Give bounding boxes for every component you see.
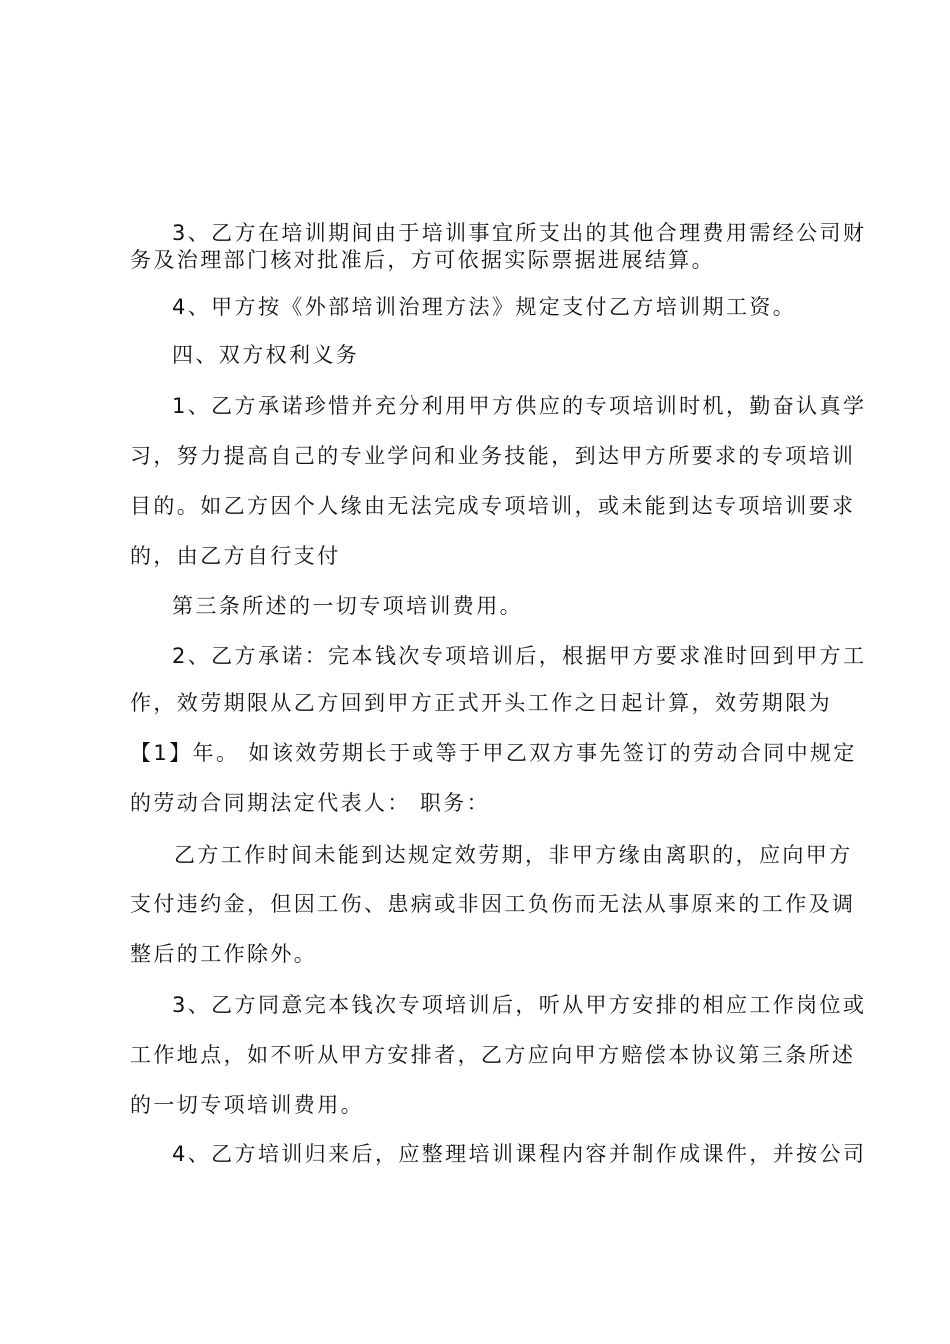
- text-line: 1、乙方承诺珍惜并充分利用甲方供应的专项培训时机，勤奋认真学: [172, 394, 867, 418]
- text-line: 2、乙方承诺：完本钱次专项培训后，根据甲方要求准时回到甲方工: [172, 644, 867, 668]
- text-line: 3、乙方在培训期间由于培训事宜所支出的其他合理费用需经公司财: [172, 221, 867, 245]
- text-line: 【1】年。 如该效劳期长于或等于甲乙双方事先签订的劳动合同中规定: [130, 741, 857, 765]
- text-line: 支付违约金，但因工伤、患病或非因工负伤而无法从事原来的工作及调: [130, 892, 856, 916]
- text-line: 工作地点，如不听从甲方安排者，乙方应向甲方赔偿本协议第三条所述: [130, 1043, 856, 1067]
- text-line: 3、乙方同意完本钱次专项培训后，听从甲方安排的相应工作岗位或: [172, 993, 867, 1017]
- text-line: 作，效劳期限从乙方回到甲方正式开头工作之日起计算，效劳期限为: [130, 691, 832, 715]
- text-line: 的劳动合同期法定代表人： 职务：: [130, 791, 491, 815]
- text-line: 4、乙方培训归来后，应整理培训课程内容并制作成课件，并按公司: [172, 1142, 867, 1166]
- text-line: 第三条所述的一切专项培训费用。: [172, 594, 523, 618]
- text-line: 的，由乙方自行支付: [130, 544, 341, 568]
- text-line: 的一切专项培训费用。: [130, 1093, 364, 1117]
- text-line: 习，努力提高自己的专业学问和业务技能，到达甲方所要求的专项培训: [130, 444, 856, 468]
- text-line: 目的。如乙方因个人缘由无法完成专项培训，或未能到达专项培训要求: [130, 494, 856, 518]
- text-line: 务及治理部门核对批准后，方可依据实际票据进展结算。: [130, 248, 715, 272]
- text-line: 4、甲方按《外部培训治理方法》规定支付乙方培训期工资。: [172, 295, 797, 319]
- text-line: 整后的工作除外。: [130, 942, 318, 966]
- text-line: 乙方工作时间未能到达规定效劳期，非甲方缘由离职的，应向甲方: [174, 843, 853, 867]
- section-heading: 四、双方权利义务: [172, 343, 360, 367]
